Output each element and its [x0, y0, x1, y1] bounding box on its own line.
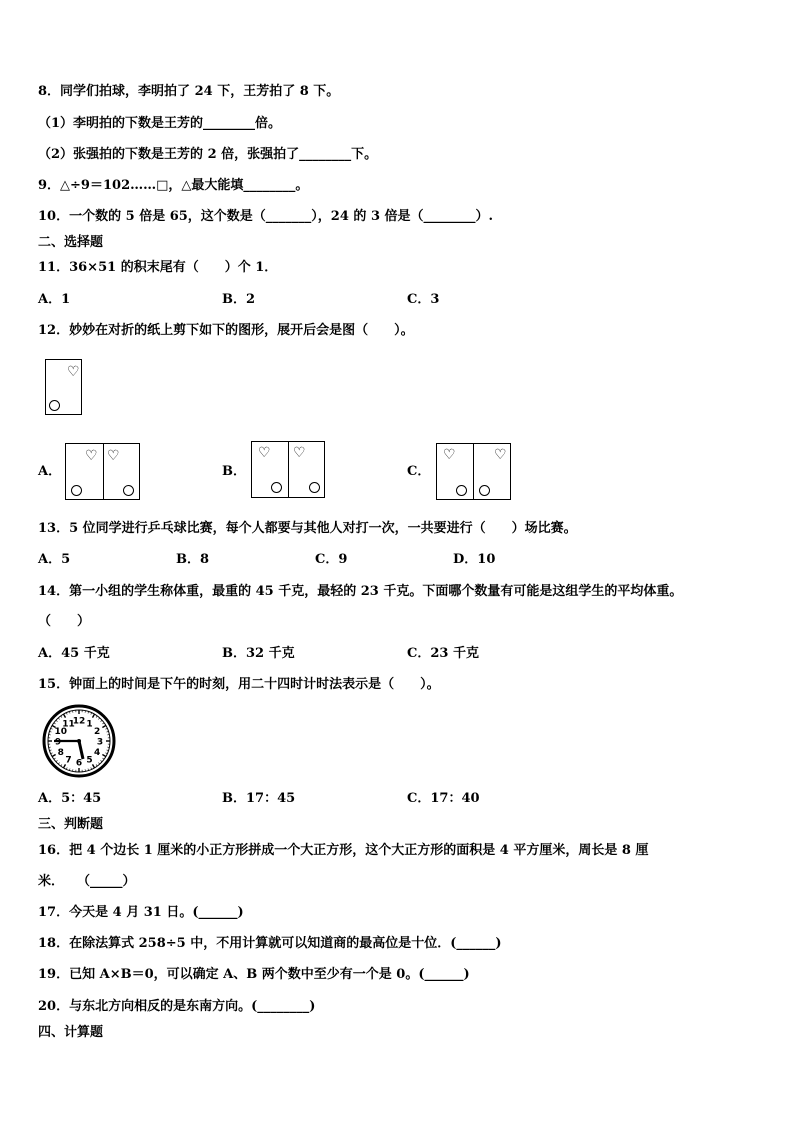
q9: 9．△÷9＝102……□，△最大能填________。	[38, 178, 309, 193]
q11-stem: 11．36×51 的积末尾有（ ）个 1．	[38, 260, 278, 275]
circle-icon	[71, 485, 82, 496]
fold-line	[473, 444, 474, 499]
q19: 19．已知 A×B＝0，可以确定 A、B 两个数中至少有一个是 0。(______)	[38, 967, 470, 982]
q8-part2: （2）张强拍的下数是王芳的 2 倍，张强拍了________下。	[38, 147, 378, 162]
q15-stem: 15．钟面上的时间是下午的时刻，用二十四时计时法表示是（ ）。	[38, 677, 440, 692]
heart-icon: ♡	[293, 445, 306, 461]
q8-part1: （1）李明拍的下数是王芳的________倍。	[38, 116, 282, 131]
heart-icon: ♡	[258, 445, 271, 461]
q10: 10．一个数的 5 倍是 65，这个数是（_______），24 的 3 倍是（________）.	[38, 209, 494, 224]
clock-number: 7	[65, 755, 72, 766]
clock-number: 10	[54, 727, 68, 737]
q17: 17．今天是 4 月 31 日。(______)	[38, 905, 244, 920]
q13-option-b: B．8	[176, 552, 210, 567]
q13-option-c: C．9	[315, 552, 348, 567]
clock-number: 5	[86, 755, 93, 766]
q8-stem: 8．同学们拍球，李明拍了 24 下，王芳拍了 8 下。	[38, 84, 340, 99]
q14-option-c: C．23 千克	[407, 646, 479, 661]
q11-option-b: B．2	[222, 292, 256, 307]
q18: 18．在除法算式 258÷5 中，不用计算就可以知道商的最高位是十位．(______)	[38, 936, 502, 951]
clock-number: 8	[57, 748, 64, 758]
q12-option-b-label: B．	[222, 464, 246, 479]
q13-option-a: A．5	[38, 552, 71, 567]
q12-option-a-label: A．	[38, 464, 62, 479]
q11-option-a: A．1	[38, 292, 71, 307]
q12-option-c-label: C．	[407, 464, 431, 479]
section-3-title: 三、判断题	[38, 817, 104, 832]
q14-paren: （ ）	[38, 614, 91, 629]
q14-option-b: B．32 千克	[222, 646, 295, 661]
heart-icon: ♡	[107, 448, 120, 464]
fold-line	[103, 444, 104, 499]
clock-number: 12	[72, 716, 86, 727]
q16-line1: 16．把 4 个边长 1 厘米的小正方形拼成一个大正方形，这个大正方形的面积是 4 平方厘米，周长是 8 厘	[38, 843, 649, 858]
clock-number: 1	[86, 719, 93, 730]
heart-icon: ♡	[85, 448, 98, 464]
q16-line2: 米． （_____）	[38, 874, 136, 889]
q14-option-a: A．45 千克	[38, 646, 110, 661]
section-4-title: 四、计算题	[38, 1025, 104, 1040]
q20: 20．与东北方向相反的是东南方向。(________)	[38, 999, 316, 1014]
clock-icon	[40, 704, 118, 778]
q14-stem: 14．第一小组的学生称体重，最重的 45 千克，最轻的 23 千克。下面哪个数量有可能是这组学生的平均体重。	[38, 584, 683, 599]
q12-option-a-figure	[65, 443, 140, 500]
fold-line	[288, 442, 289, 497]
q12-stem: 12．妙妙在对折的纸上剪下如下的图形，展开后会是图（ ）。	[38, 323, 414, 338]
q12-option-b-figure	[251, 441, 325, 498]
q13-option-d: D．10	[453, 552, 496, 567]
section-2-title: 二、选择题	[38, 235, 104, 250]
circle-icon	[479, 485, 490, 496]
clock-number: 11	[62, 719, 75, 730]
heart-icon: ♡	[494, 447, 507, 463]
heart-icon: ♡	[67, 364, 80, 380]
clock-center	[77, 739, 81, 743]
heart-icon: ♡	[443, 447, 456, 463]
circle-icon	[309, 482, 320, 493]
clock-number: 9	[54, 737, 62, 748]
clock-number: 2	[94, 727, 101, 737]
q13-stem: 13．5 位同学进行乒乓球比赛，每个人都要与其他人对打一次，一共要进行（ ）场比赛。	[38, 521, 577, 536]
q15-option-a: A．5：45	[38, 791, 102, 806]
q11-option-c: C．3	[407, 292, 440, 307]
circle-icon	[123, 485, 134, 496]
q12-option-c-figure	[436, 443, 511, 500]
circle-icon	[49, 400, 60, 411]
q15-option-c: C．17：40	[407, 791, 480, 806]
circle-icon	[456, 485, 467, 496]
q15-option-b: B．17：45	[222, 791, 296, 806]
clock-number: 4	[94, 748, 101, 758]
clock-number: 3	[96, 737, 104, 748]
circle-icon	[271, 482, 282, 493]
folded-paper-figure	[45, 359, 82, 415]
clock-number: 6	[75, 758, 83, 769]
